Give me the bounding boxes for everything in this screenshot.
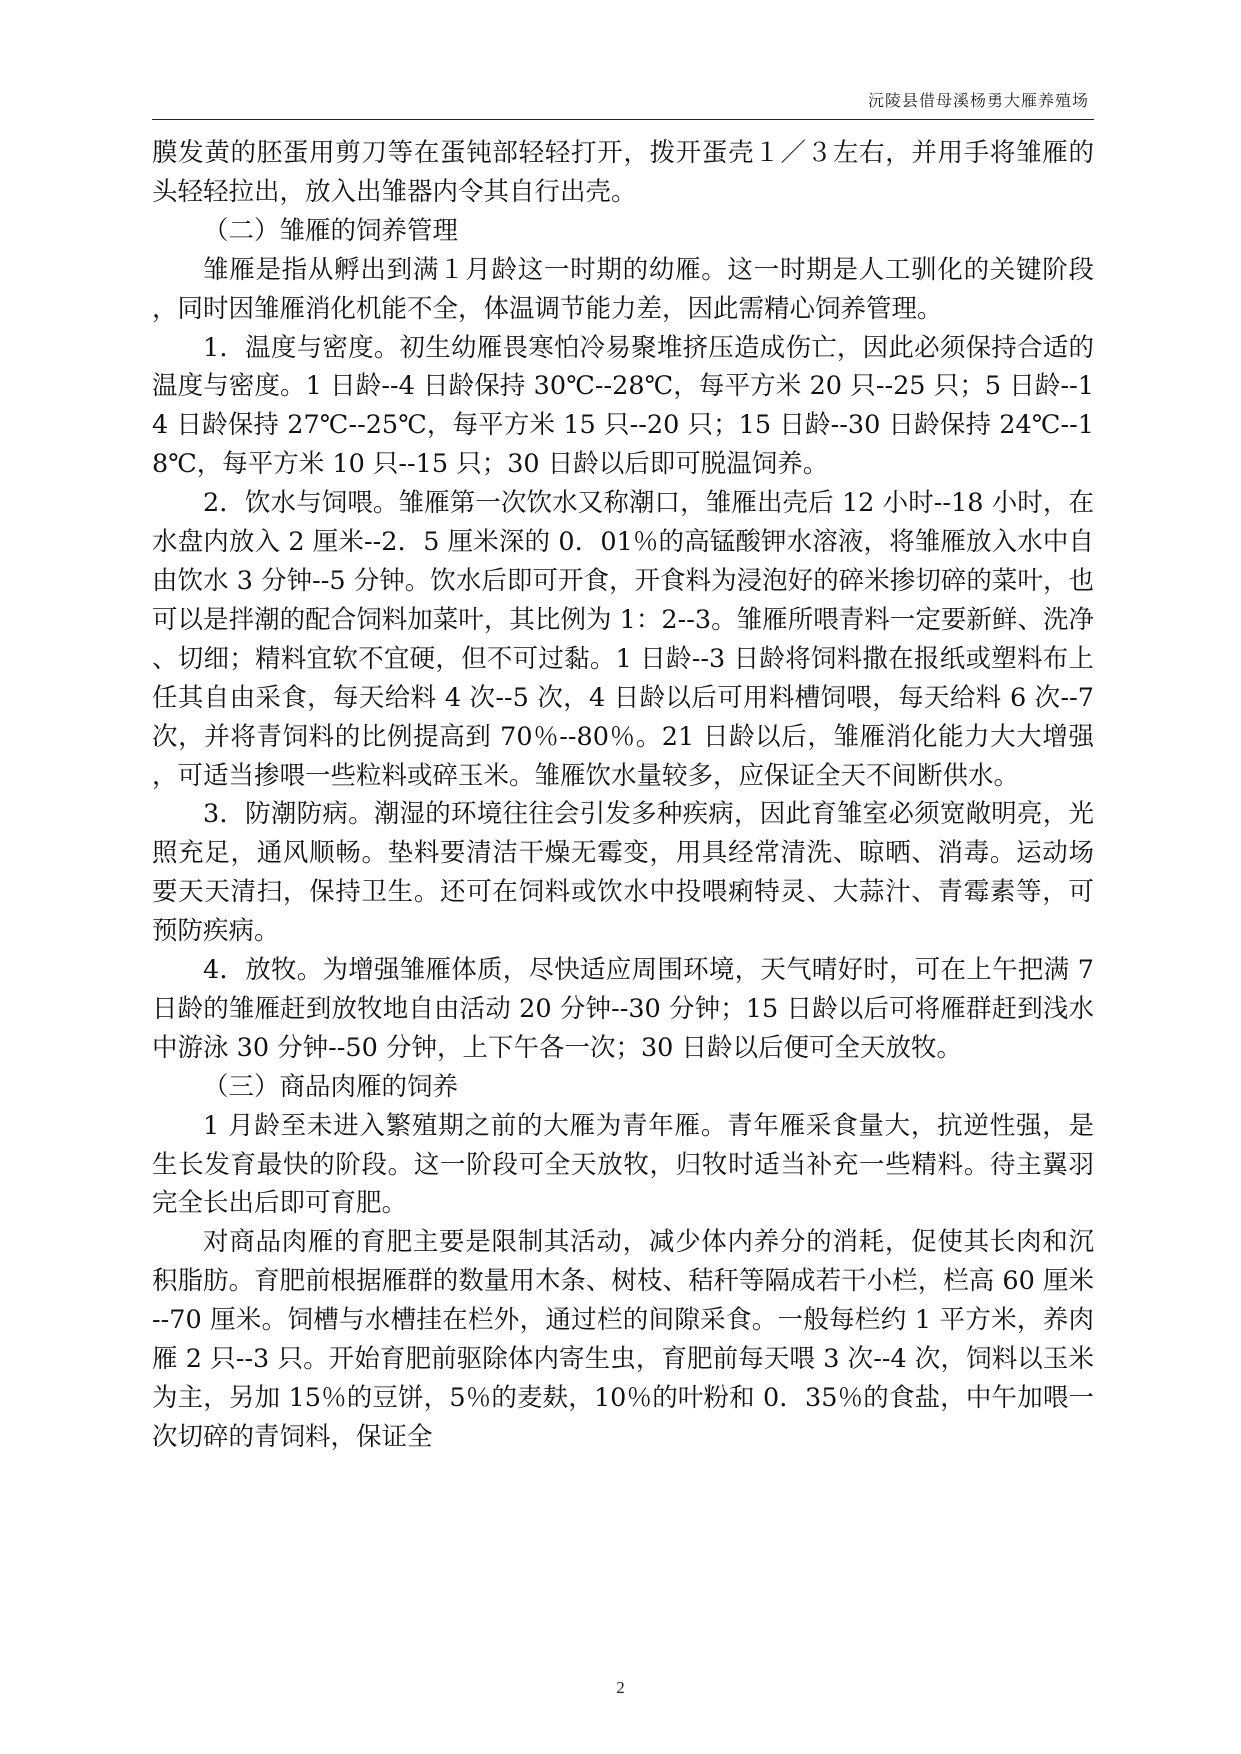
section-heading: （二）雏雁的饲养管理: [203, 215, 459, 246]
paragraph: 4．放牧。为增强雏雁体质，尽快适应周围环境，天气晴好时，可在上午把满 7 日龄的雏雁赶到放牧地自由活动 20 分钟--30 分钟；15 日龄以后可将雁群赶到浅水中游泳 30 分钟--50 分钟，上下午各一次；30 日龄以后便可全天放牧。: [152, 955, 1094, 1063]
page-number: 2: [616, 1678, 625, 1697]
section-heading: （三）商品肉雁的饲养: [203, 1071, 459, 1102]
header-rule: [152, 119, 1094, 120]
paragraph: 雏雁是指从孵出到满１月龄这一时期的幼雁。这一时期是人工驯化的关键阶段，同时因雏雁消化机能不全，体温调节能力差，因此需精心饲养管理。: [152, 254, 1094, 324]
paragraph: 3．防潮防病。潮湿的环境往往会引发多种疾病，因此育雏室必须宽敞明亮，光照充足，通风顺畅。垫料要清洁干燥无霉变，用具经常清洗、晾晒、消毒。运动场要天天清扫，保持卫生。还可在饲料或饮水中投喂痢特灵、大蒜汁、青霉素等，可预防疾病。: [152, 799, 1094, 947]
paragraph: 对商品肉雁的育肥主要是限制其活动，减少体内养分的消耗，促使其长肉和沉积脂肪。育肥前根据雁群的数量用木条、树枝、秸秆等隔成若干小栏，栏高 60 厘米--70 厘米。饲槽与水槽挂在栏外，通过栏的间隙采食。一般每栏约 1 平方米，养肉雁 2 只--3 只。开始育肥前驱除体内寄生虫，育肥前每天喂 3 次--4 次，饲料以玉米为主，另加 15％的豆饼，5％的麦麸，10％的叶粉和 0．35％的食盐，中午加喂一次切碎的青饲料，保证全: [152, 1227, 1094, 1452]
paragraph: 1 月龄至未进入繁殖期之前的大雁为青年雁。青年雁采食量大，抗逆性强，是生长发育最快的阶段。这一阶段可全天放牧，归牧时适当补充一些精料。待主翼羽完全长出后即可育肥。: [152, 1110, 1094, 1219]
body-text: [152, 134, 1094, 1457]
running-header: 沅陵县借母溪杨勇大雁养殖场: [867, 91, 1089, 110]
paragraph: 膜发黄的胚蛋用剪刀等在蛋钝部轻轻打开，拨开蛋壳１／３左右，并用手将雏雁的头轻轻拉出，放入出雏器内令其自行出壳。: [152, 138, 1094, 207]
paragraph: 1．温度与密度。初生幼雁畏寒怕冷易聚堆挤压造成伤亡，因此必须保持合适的温度与密度。1 日龄--4 日龄保持 30℃--28℃，每平方米 20 只--25 只；5 日龄--14 日龄保持 27℃--25℃，每平方米 15 只--20 只；15 日龄--30 日龄保持 24℃--18℃，每平方米 10 只--15 只；30 日龄以后即可脱温饲养。: [152, 332, 1094, 480]
paragraph: 2．饮水与饲喂。雏雁第一次饮水又称潮口，雏雁出壳后 12 小时--18 小时，在水盘内放入 2 厘米--2．5 厘米深的 0．01％的高锰酸钾水溶液，将雏雁放入水中自由饮水 3 分钟--5 分钟。饮水后即可开食，开食料为浸泡好的碎米掺切碎的菜叶，也可以是拌潮的配合饲料加菜叶，其比例为 1：2--3。雏雁所喂青料一定要新鲜、洗净、切细；精料宜软不宜硬，但不可过黏。1 日龄--3 日龄将饲料撒在报纸或塑料布上任其自由采食，每天给料 4 次--5 次，4 日龄以后可用料槽饲喂，每天给料 6 次--7 次，并将青饲料的比例提高到 70％--80％。21 日龄以后，雏雁消化能力大大增强，可适当掺喂一些粒料或碎玉米。雏雁饮水量较多，应保证全天不间断供水。: [152, 488, 1094, 791]
